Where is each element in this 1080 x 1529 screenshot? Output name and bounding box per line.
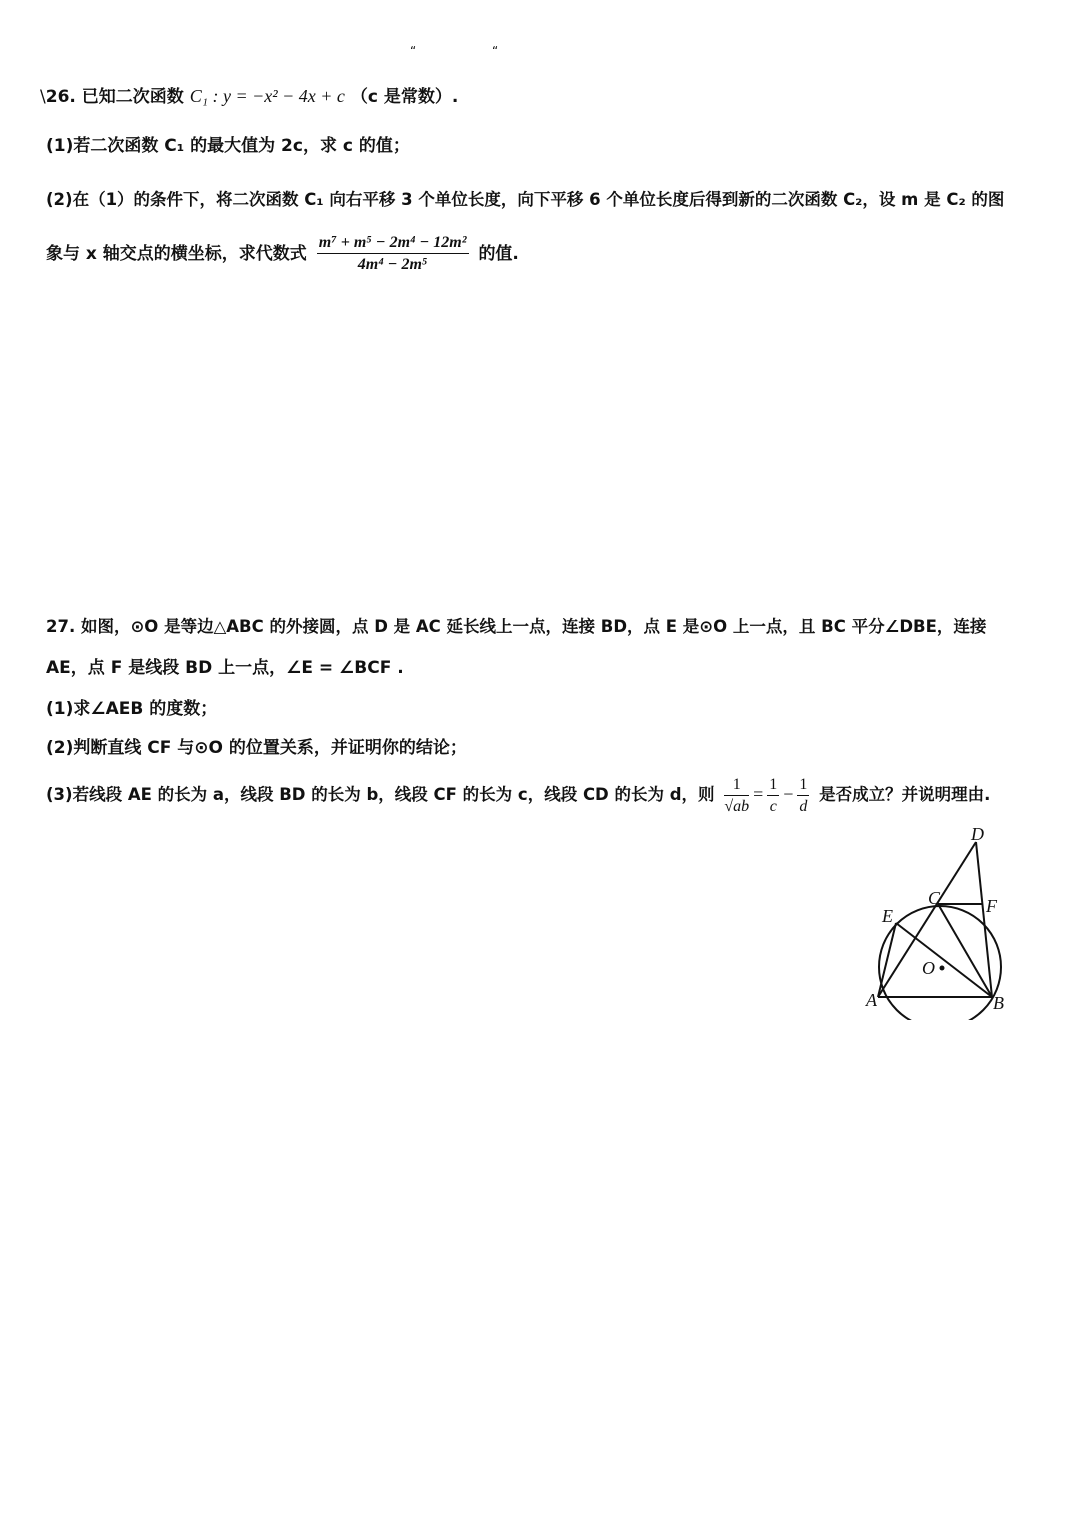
q27-stem-line1 (46, 615, 1030, 639)
q27-stem-text1: 如图，⊙O 是等边△ABC 的外接圆，点 D 是 AC 延长线上一点，连接 BD，点 E 是⊙O 上一点，且 BC 平分∠DBE，连接 (80, 617, 987, 636)
q27-part2-text: 判断直线 CF 与⊙O 的位置关系，并证明你的结论； (73, 738, 467, 758)
q26-number: 26. (45, 87, 76, 107)
q27-part3 (46, 770, 1030, 819)
label-o: O (922, 958, 935, 978)
q26-part2-line2-pre: 象与 x 轴交点的横坐标，求代数式 (46, 244, 307, 264)
q26-fraction-numerator: m⁷ + m⁵ − 2m⁴ − 12m² (317, 235, 469, 254)
q26-part1 (46, 134, 1030, 158)
q26-stem (40, 84, 1030, 109)
q26-part2-line2-post: 的值. (478, 244, 519, 264)
q27-part2-tag: (2) (46, 738, 74, 758)
header-mark-left: “ (410, 44, 417, 58)
q27-part1-text: 求∠AEB 的度数； (73, 699, 218, 719)
q27-stem-line2 (46, 656, 1030, 680)
q26-stem-post: （c 是常数）. (350, 87, 459, 107)
q27-number: 27. (46, 617, 76, 636)
q27-part3-tag: (3) (46, 785, 73, 804)
label-f: F (986, 896, 997, 916)
q27-fraction-1-numerator: 1 (724, 777, 749, 796)
q27-geometry-figure (862, 820, 1022, 1020)
segment-ae (878, 923, 896, 997)
q27-fraction-1 (724, 777, 749, 815)
q27-part2 (46, 736, 1030, 760)
label-e: E (882, 906, 893, 926)
label-c: C (928, 888, 941, 908)
q26-part2-tag: (2) (46, 190, 73, 209)
q27-fraction-2-numerator: 1 (767, 777, 779, 796)
q27-part3-pre: 若线段 AE 的长为 a，线段 BD 的长为 b，线段 CF 的长为 c，线段 CD 的长为 d，则 (72, 785, 715, 804)
q27-fraction-2-denominator: c (769, 797, 777, 815)
q27-part1 (46, 697, 1030, 721)
q27-fraction-2 (767, 777, 779, 815)
q26-margin-mark: \ (40, 87, 46, 107)
q26-fraction-denominator: 4m⁴ − 2m⁵ (357, 256, 428, 273)
q27-equals: = (753, 784, 764, 804)
q27-part3-post: 是否成立？并说明理由. (819, 785, 991, 804)
q26-part2-line2 (46, 232, 1030, 276)
center-point-o (940, 966, 945, 971)
q26-part2-line1 (46, 188, 1030, 212)
q26-stem-formula: C₁ : y = −x² − 4x + c (189, 86, 345, 106)
label-a: A (866, 990, 877, 1010)
q26-part1-tag: (1) (46, 136, 74, 156)
q26-part2-text: 在（1）的条件下，将二次函数 C₁ 向右平移 3 个单位长度，向下平移 6 个单位长度后得到新的二次函数 C₂，设 m 是 C₂ 的图 (72, 190, 1005, 209)
q27-fraction-3 (797, 777, 809, 815)
q27-fraction-3-denominator: d (799, 797, 808, 815)
q26-stem-pre: 已知二次函数 (81, 87, 184, 107)
label-d: D (971, 824, 984, 844)
q27-fraction-1-denominator: √ab (724, 797, 750, 815)
q26-part1-text: 若二次函数 C₁ 的最大值为 2c，求 c 的值； (73, 136, 410, 156)
q27-minus: − (783, 784, 794, 804)
q27-stem-text2: AE，点 F 是线段 BD 上一点，∠E = ∠BCF . (46, 658, 404, 678)
label-b: B (993, 993, 1004, 1013)
header-mark-right: “ (492, 44, 499, 58)
q27-part1-tag: (1) (46, 699, 74, 719)
q27-fraction-3-numerator: 1 (797, 777, 809, 796)
segment-eb (896, 923, 992, 997)
q26-fraction (317, 235, 469, 273)
